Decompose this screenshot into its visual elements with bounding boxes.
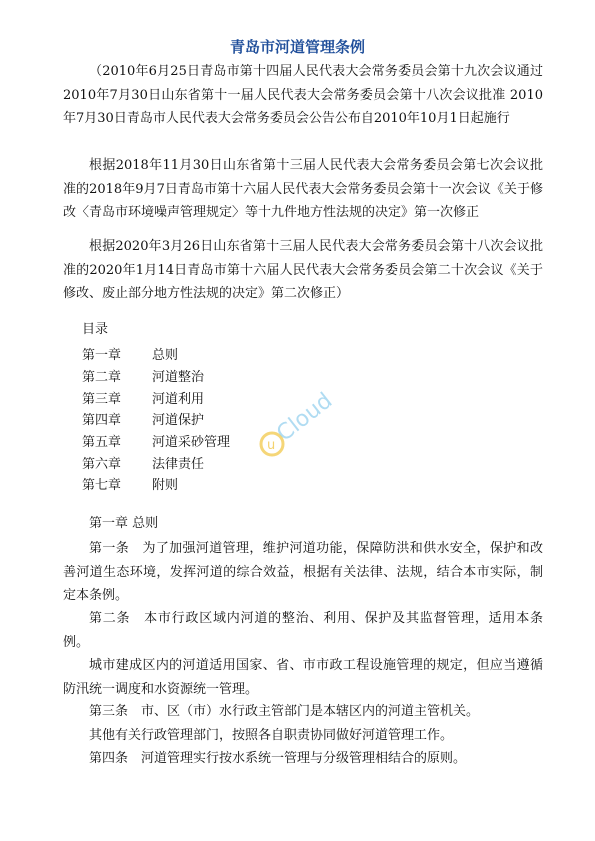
toc-chapter-number: 第二章 <box>82 370 122 385</box>
toc-chapter-number: 第四章 <box>82 413 122 428</box>
toc-chapter-number: 第三章 <box>82 392 122 407</box>
cloud-watermark-logo <box>258 384 350 464</box>
article-paragraph: 城市建成区内的河道适用国家、省、市市政工程设施管理的规定，但应当遵循防汛统一调度和水资源统一管理。 <box>63 658 543 697</box>
toc-chapter-number: 第一章 <box>82 348 122 363</box>
toc-chapter-number: 第六章 <box>82 457 122 472</box>
article-paragraph: 第三条 市、区（市）水行政主管部门是本辖区内的河道主管机关。 <box>89 704 480 719</box>
document-title: 青岛市河道管理条例 <box>229 38 365 56</box>
preamble-paragraph-2: 根据2018年11月30日山东省第十三届人民代表大会常务委员会第七次会议批准的2018年9月7日青岛市第十六届人民代表大会常务委员会第十一次会议《关于修改〈青岛市环境噪声管理规定〉等十九件地方性法规的决定》第一次修正 <box>63 158 543 221</box>
article-paragraph: 其他有关行政管理部门，按照各自职责协同做好河道管理工作。 <box>89 728 454 743</box>
toc-chapter-number: 第七章 <box>82 478 122 493</box>
toc-chapter-title: 总则 <box>152 348 179 363</box>
toc-chapter-title: 法律责任 <box>152 457 205 472</box>
toc-chapter-title: 河道利用 <box>152 392 205 407</box>
preamble-paragraph-3: 根据2020年3月26日山东省第十三届人民代表大会常务委员会第十八次会议批准的2020年1月14日青岛市第十六届人民代表大会常务委员会第二十次会议《关于修改、废止部分地方性法规的决定》第二次修正） <box>63 239 543 302</box>
toc-heading: 目录 <box>82 322 109 337</box>
article-paragraph: 第一条 为了加强河道管理，维护河道功能，保障防洪和供水安全，保护和改善河道生态环境，发挥河道的综合效益，根据有关法律、法规，结合本市实际，制定本条例。 <box>63 541 543 604</box>
chapter-heading: 第一章 总则 <box>89 516 159 531</box>
toc-chapter-title: 河道整治 <box>152 370 205 385</box>
svg-text:Cloud: Cloud <box>272 388 338 447</box>
toc-chapter-title: 河道保护 <box>152 413 205 428</box>
article-paragraph: 第二条 本市行政区域内河道的整治、利用、保护及其监督管理，适用本条例。 <box>63 611 543 650</box>
preamble-paragraph-1: （2010年6月25日青岛市第十四届人民代表大会常务委员会第十九次会议通过 2010年7月30日山东省第十一届人民代表大会常务委员会第十八次会议批准 2010年7月30日青岛市人民代表大会常务委员会公告公布自2010年10月1日起施行 <box>63 64 543 127</box>
toc-chapter-number: 第五章 <box>82 435 122 450</box>
article-paragraph: 第四条 河道管理实行按水系统一管理与分级管理相结合的原则。 <box>89 751 467 766</box>
svg-text:u: u <box>267 438 276 453</box>
toc-chapter-title: 附则 <box>152 478 179 493</box>
toc-chapter-title: 河道采砂管理 <box>152 435 231 450</box>
